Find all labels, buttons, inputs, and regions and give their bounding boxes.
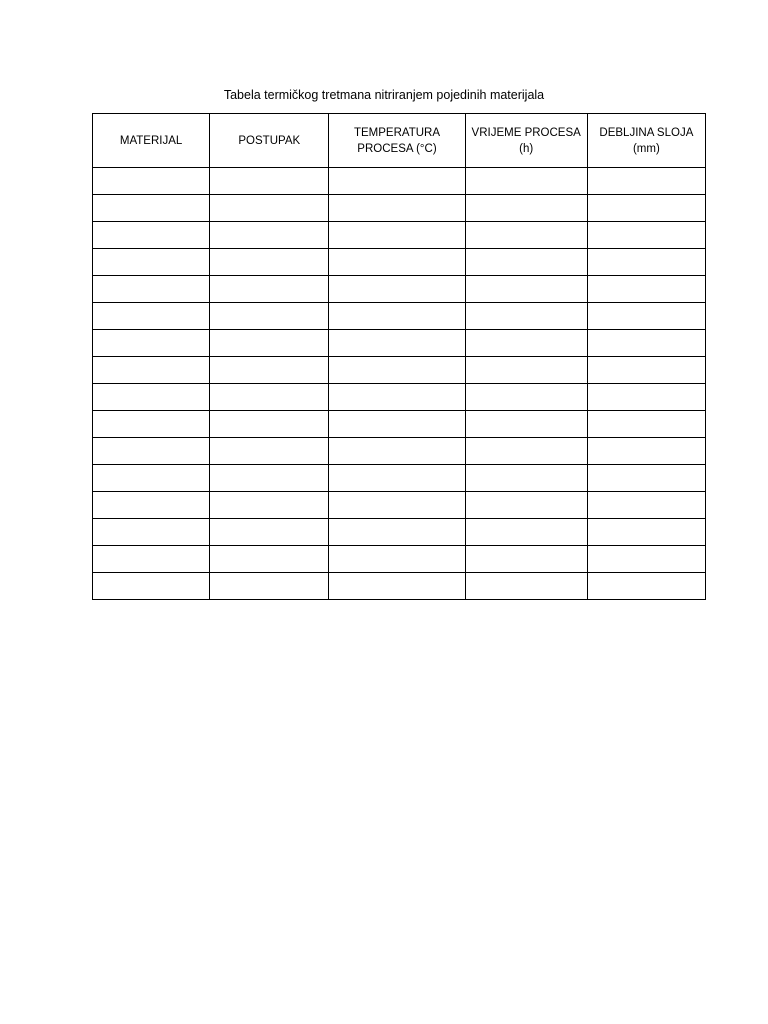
document-title: Tabela termičkog tretmana nitriranjem pojedinih materijala — [223, 88, 545, 102]
header-line: MATERIJAL — [119, 134, 183, 147]
table-row — [93, 195, 706, 222]
table-cell — [210, 438, 329, 465]
table-cell — [587, 465, 705, 492]
table-cell — [329, 357, 465, 384]
table-cell — [93, 438, 210, 465]
table-cell — [210, 519, 329, 546]
table-header-row — [93, 114, 706, 168]
table-cell — [93, 465, 210, 492]
table-cell — [465, 249, 587, 276]
table-cell — [587, 573, 705, 600]
header-line: TEMPERATURA — [353, 126, 440, 139]
table-row — [93, 519, 706, 546]
table-cell — [465, 195, 587, 222]
header-line: (mm) — [632, 142, 660, 155]
table-cell — [465, 573, 587, 600]
table-cell — [329, 492, 465, 519]
table-cell — [93, 411, 210, 438]
table-cell — [465, 276, 587, 303]
table-cell — [465, 357, 587, 384]
table-cell — [465, 222, 587, 249]
table-cell — [465, 465, 587, 492]
table-cell — [210, 411, 329, 438]
table-cell — [465, 438, 587, 465]
table-cell — [465, 546, 587, 573]
table-cell — [587, 303, 705, 330]
table-cell — [93, 303, 210, 330]
table-body — [93, 168, 706, 600]
table-cell — [93, 249, 210, 276]
table-cell — [329, 438, 465, 465]
header-line: POSTUPAK — [238, 134, 301, 147]
table-row — [93, 465, 706, 492]
table-cell — [587, 546, 705, 573]
table-cell — [329, 465, 465, 492]
table-cell — [210, 276, 329, 303]
table-cell — [210, 303, 329, 330]
table-cell — [587, 357, 705, 384]
table-cell — [465, 303, 587, 330]
table-cell — [465, 492, 587, 519]
header-line: VRIJEME PROCESA — [471, 126, 581, 139]
table-cell — [465, 411, 587, 438]
table-cell — [587, 411, 705, 438]
table-cell — [93, 357, 210, 384]
header-debljina — [587, 114, 705, 168]
table-cell — [210, 168, 329, 195]
table-cell — [587, 384, 705, 411]
table-cell — [93, 222, 210, 249]
header-materijal — [93, 114, 210, 168]
table-cell — [587, 276, 705, 303]
table-cell — [210, 384, 329, 411]
table-row — [93, 492, 706, 519]
table-cell — [329, 519, 465, 546]
header-vrijeme — [465, 114, 587, 168]
table-cell — [329, 411, 465, 438]
header-line: DEBLJINA SLOJA — [599, 126, 694, 139]
header-line: PROCESA (°C) — [357, 142, 437, 155]
table-row — [93, 276, 706, 303]
table-cell — [587, 168, 705, 195]
table-cell — [329, 195, 465, 222]
table-cell — [329, 384, 465, 411]
table-cell — [465, 519, 587, 546]
table-row — [93, 168, 706, 195]
table-cell — [465, 330, 587, 357]
table-cell — [465, 168, 587, 195]
table-cell — [210, 222, 329, 249]
header-line: (h) — [519, 142, 534, 155]
table-cell — [93, 519, 210, 546]
table-row — [93, 303, 706, 330]
table-cell — [93, 168, 210, 195]
table-cell — [93, 330, 210, 357]
table-cell — [587, 438, 705, 465]
table-row — [93, 357, 706, 384]
table-cell — [93, 384, 210, 411]
table-cell — [210, 573, 329, 600]
table-cell — [93, 546, 210, 573]
table-cell — [210, 546, 329, 573]
data-table — [92, 113, 706, 600]
table-cell — [587, 195, 705, 222]
table-row — [93, 546, 706, 573]
table-row — [93, 438, 706, 465]
table-cell — [210, 249, 329, 276]
table-cell — [329, 168, 465, 195]
table-row — [93, 411, 706, 438]
table-cell — [329, 546, 465, 573]
table-cell — [587, 519, 705, 546]
table-cell — [329, 303, 465, 330]
table-cell — [329, 276, 465, 303]
table-cell — [210, 357, 329, 384]
table-cell — [329, 330, 465, 357]
table-cell — [329, 222, 465, 249]
table-cell — [93, 195, 210, 222]
table-row — [93, 330, 706, 357]
table-cell — [93, 492, 210, 519]
table-cell — [587, 492, 705, 519]
table-cell — [210, 465, 329, 492]
header-postupak — [210, 114, 329, 168]
table-cell — [329, 249, 465, 276]
table-cell — [93, 573, 210, 600]
table-cell — [587, 249, 705, 276]
table-cell — [587, 330, 705, 357]
table-cell — [210, 492, 329, 519]
table-cell — [93, 276, 210, 303]
table-cell — [587, 222, 705, 249]
table-cell — [465, 384, 587, 411]
table-row — [93, 384, 706, 411]
table-row — [93, 573, 706, 600]
table-row — [93, 249, 706, 276]
table-cell — [210, 330, 329, 357]
table-cell — [210, 195, 329, 222]
header-temperatura — [329, 114, 465, 168]
table-row — [93, 222, 706, 249]
table-cell — [329, 573, 465, 600]
